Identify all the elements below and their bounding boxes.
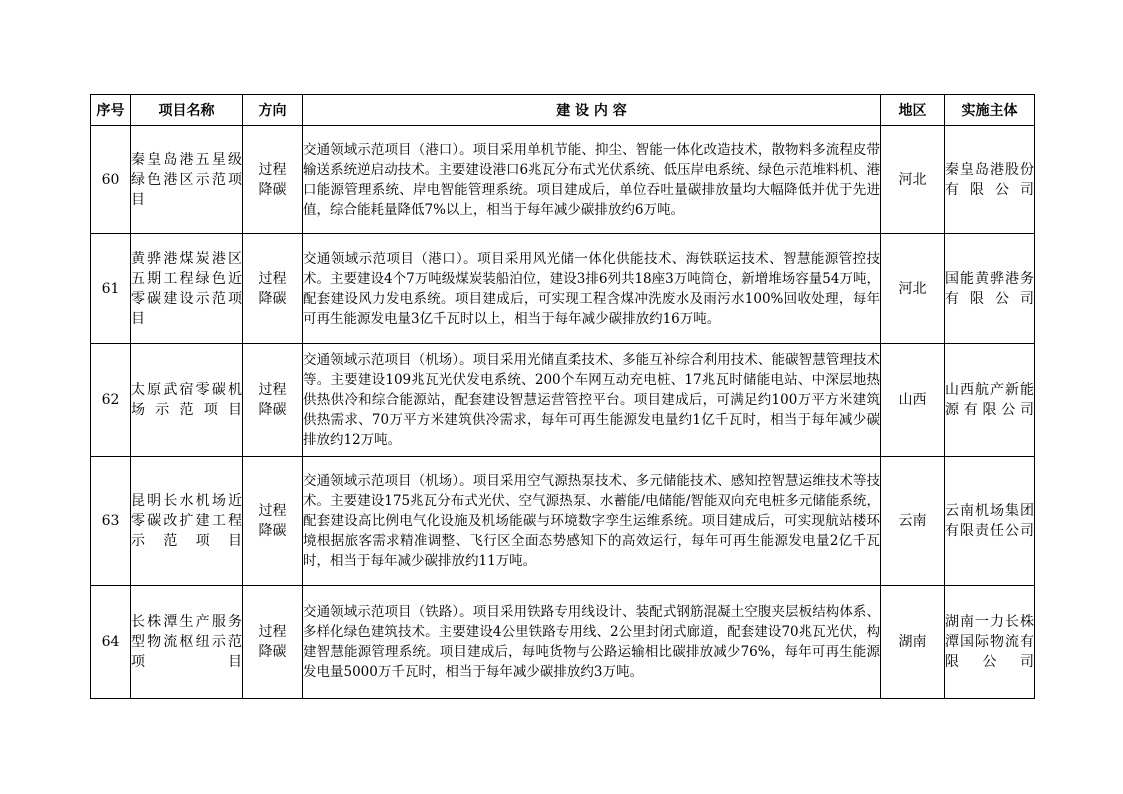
project-subject: 山西航产新能源有限公司 — [945, 344, 1035, 457]
header-region: 地区 — [881, 95, 945, 126]
row-number: 63 — [91, 457, 131, 586]
project-subject: 国能黄骅港务有限公司 — [945, 234, 1035, 344]
project-content: 交通领域示范项目（机场）。项目采用光储直柔技术、多能互补综合利用技术、能碳智慧管理技术等。主要建设109兆瓦光伏发电系统、200个车网互动充电桩、17兆瓦时储能电站、中深层地热供热供冷和综合能源站，配套建设智慧运营管控平台。项目建成后，可满足约100万平方米建筑供热需求、70万平方米建筑供冷需求，每年可再生能源发电量约1亿千瓦时，相当于每年减少碳排放约12万吨。 — [303, 344, 881, 457]
project-content: 交通领域示范项目（港口）。项目采用风光储一体化供能技术、海铁联运技术、智慧能源管控技术。主要建设4个7万吨级煤炭装船泊位，建设3排6列共18座3万吨筒仓，新增堆场容量54万吨，配套建设风力发电系统。项目建成后，可实现工程含煤冲洗废水及雨污水100%回收处理，每年可再生能源发电量3亿千瓦时以上，相当于每年减少碳排放约16万吨。 — [303, 234, 881, 344]
table-row — [91, 234, 1035, 344]
header-row — [91, 95, 1035, 126]
project-direction: 过程降碳 — [243, 586, 303, 699]
project-direction: 过程降碳 — [243, 234, 303, 344]
header-no: 序号 — [91, 95, 131, 126]
project-content: 交通领域示范项目（港口）。项目采用单机节能、抑尘、智能一体化改造技术，散物料多流程皮带输送系统逆启动技术。主要建设港口6兆瓦分布式光伏系统、低压岸电系统、绿色示范堆料机、港口能源管理系统、岸电智能管理系统。项目建成后，单位吞吐量碳排放量均大幅降低并优于先进值，综合能耗量降低7%以上，相当于每年减少碳排放约6万吨。 — [303, 126, 881, 234]
table-row — [91, 457, 1035, 586]
project-name: 秦皇岛港五星级绿色港区示范项目 — [131, 126, 243, 234]
header-subject: 实施主体 — [945, 95, 1035, 126]
project-direction: 过程降碳 — [243, 344, 303, 457]
project-direction: 过程降碳 — [243, 457, 303, 586]
projects-table — [90, 94, 1035, 699]
project-subject: 秦皇岛港股份有限公司 — [945, 126, 1035, 234]
table-row — [91, 586, 1035, 699]
project-region: 山西 — [881, 344, 945, 457]
project-name: 昆明长水机场近零碳改扩建工程示范项目 — [131, 457, 243, 586]
row-number: 60 — [91, 126, 131, 234]
row-number: 61 — [91, 234, 131, 344]
project-subject: 云南机场集团有限责任公司 — [945, 457, 1035, 586]
table-row — [91, 126, 1035, 234]
project-name: 太原武宿零碳机场示范项目 — [131, 344, 243, 457]
row-number: 64 — [91, 586, 131, 699]
project-direction: 过程降碳 — [243, 126, 303, 234]
header-name: 项目名称 — [131, 95, 243, 126]
table-row — [91, 344, 1035, 457]
header-content: 建 设 内 容 — [303, 95, 881, 126]
project-content: 交通领域示范项目（机场）。项目采用空气源热泵技术、多元储能技术、感知控智慧运维技术等技术。主要建设175兆瓦分布式光伏、空气源热泵、水蓄能/电储能/智能双向充电桩多元储能系统，配套建设高比例电气化设施及机场能碳与环境数字孪生运维系统。项目建成后，可实现航站楼环境根据旅客需求精准调整、飞行区全面态势感知下的高效运行，每年可再生能源发电量2亿千瓦时，相当于每年减少碳排放约11万吨。 — [303, 457, 881, 586]
project-region: 湖南 — [881, 586, 945, 699]
project-name: 黄骅港煤炭港区五期工程绿色近零碳建设示范项目 — [131, 234, 243, 344]
project-name: 长株潭生产服务型物流枢纽示范项目 — [131, 586, 243, 699]
project-subject: 湖南一力长株潭国际物流有限公司 — [945, 586, 1035, 699]
header-direction: 方向 — [243, 95, 303, 126]
project-region: 云南 — [881, 457, 945, 586]
project-region: 河北 — [881, 126, 945, 234]
row-number: 62 — [91, 344, 131, 457]
project-content: 交通领域示范项目（铁路）。项目采用铁路专用线设计、装配式钢筋混凝土空腹夹层板结构体系、多样化绿色建筑技术。主要建设4公里铁路专用线、2公里封闭式廊道，配套建设70兆瓦光伏，构建智慧能源管理系统。项目建成后，每吨货物与公路运输相比碳排放减少76%，每年可再生能源发电量5000万千瓦时，相当于每年减少碳排放约3万吨。 — [303, 586, 881, 699]
project-region: 河北 — [881, 234, 945, 344]
